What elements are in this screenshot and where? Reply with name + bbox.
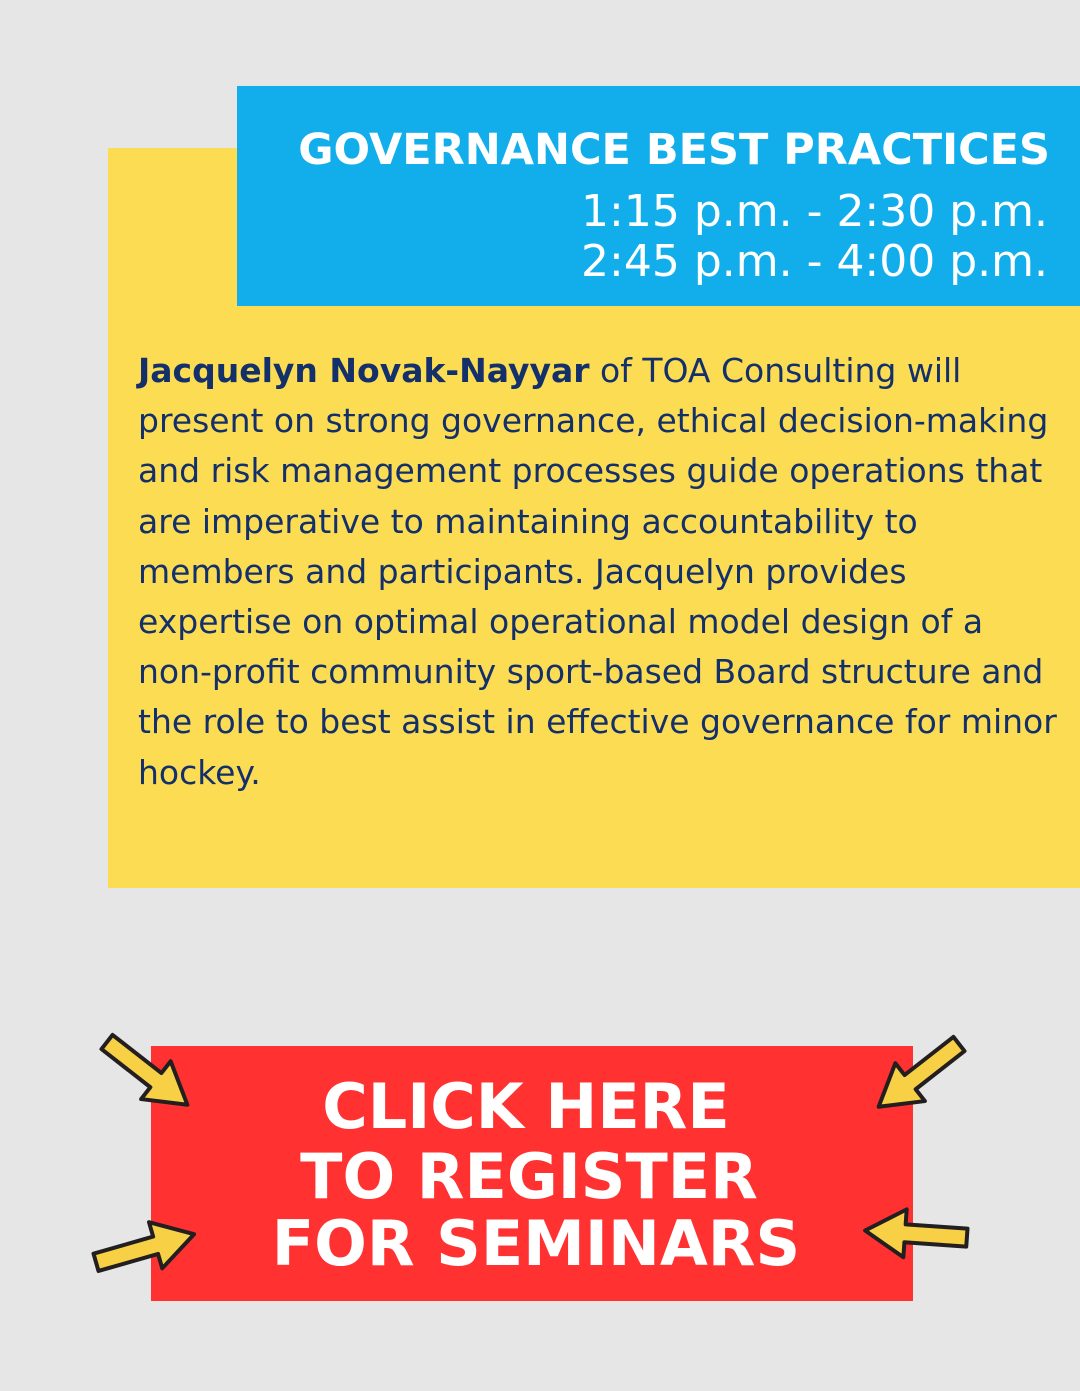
arrow-icon [96,1024,206,1124]
presenter-name: Jacquelyn Novak-Nayyar [138,351,590,390]
register-button-line-3: FOR SEMINARS [271,1207,801,1280]
session-time-1: 1:15 p.m. - 2:30 p.m. [581,186,1048,237]
session-time-2: 2:45 p.m. - 4:00 p.m. [581,236,1048,287]
arrow-icon [88,1200,208,1290]
session-title: GOVERNANCE BEST PRACTICES [298,125,1050,175]
session-description [138,346,1058,798]
arrow-icon [862,1024,972,1124]
description-text: of TOA Consulting will present on strong governance, ethical decision-making and risk management processes guide operations that are imperative to maintaining accountability to members and participants. Jacquelyn provides expertise on optimal operational model design of a non-profit community sport-based Board structure and the role to best assist in effective governance for minor hockey. [138,351,1057,792]
arrow-icon [855,1192,975,1282]
register-button-line-2: TO REGISTER [300,1140,758,1213]
register-button[interactable] [151,1046,913,1301]
register-button-line-1: CLICK HERE [322,1070,730,1143]
